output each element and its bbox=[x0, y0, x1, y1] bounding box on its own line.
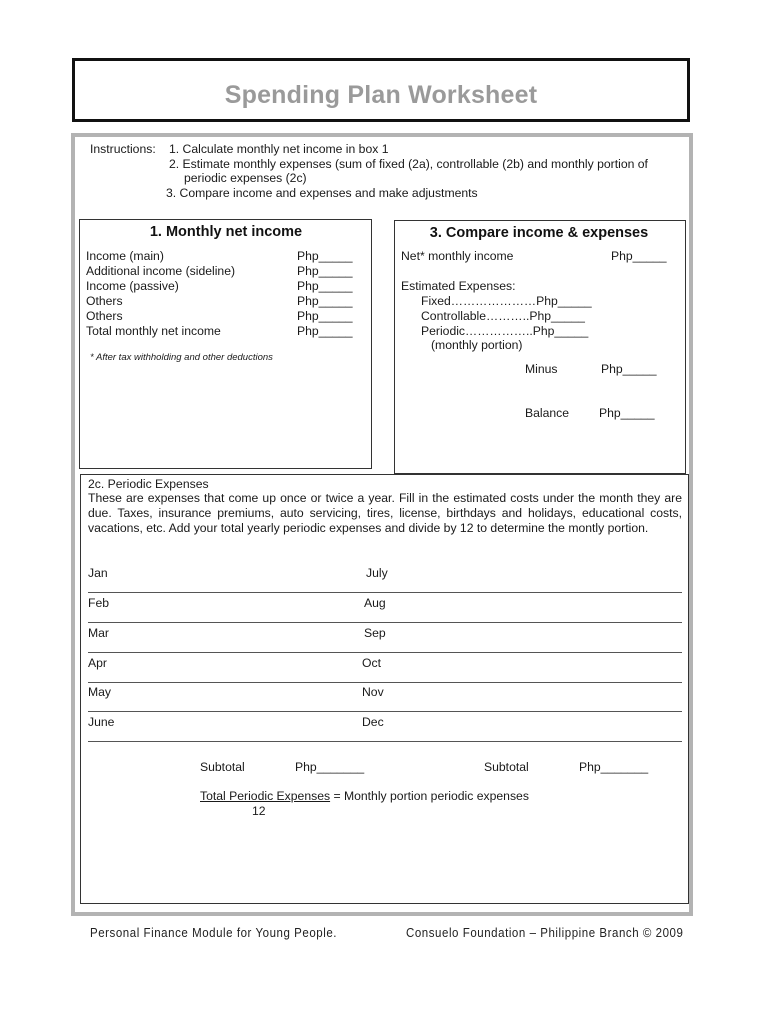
box1-heading: 1. Monthly net income bbox=[149, 224, 303, 240]
monthly-portion-label: (monthly portion) bbox=[431, 338, 523, 352]
income-row bbox=[86, 294, 366, 309]
title-box bbox=[72, 58, 690, 122]
instruction-step-2: 2. Estimate monthly expenses (sum of fixed (2a), controllable (2b) and monthly portion of bbox=[169, 157, 648, 171]
footer-module-title: Personal Finance Module for Young People. bbox=[90, 926, 338, 940]
box2c-heading: 2c. Periodic Expenses bbox=[88, 477, 209, 491]
month-label-may: May bbox=[88, 685, 112, 699]
month-entry-line[interactable] bbox=[88, 741, 682, 742]
month-entry-line[interactable] bbox=[88, 622, 682, 623]
after-tax-note: * After tax withholding and other deductions bbox=[90, 352, 273, 363]
month-label-mar: Mar bbox=[88, 626, 109, 640]
minus-label: Minus bbox=[525, 362, 558, 376]
month-entry-line[interactable] bbox=[88, 652, 682, 653]
month-label-feb: Feb bbox=[88, 596, 110, 610]
estimated-expenses-label: Estimated Expenses: bbox=[401, 279, 516, 293]
income-label: Additional income (sideline) bbox=[86, 264, 236, 278]
periodic-expense-field[interactable]: Periodic……………..Php_____ bbox=[421, 324, 589, 338]
month-entry-line[interactable] bbox=[88, 592, 682, 593]
month-entry-line[interactable] bbox=[88, 711, 682, 712]
income-label: Income (main) bbox=[86, 249, 164, 263]
income-list bbox=[86, 249, 366, 339]
instruction-step-1: 1. Calculate monthly net income in box 1 bbox=[169, 142, 389, 156]
month-label-june: June bbox=[88, 715, 115, 729]
income-value-field[interactable]: Php_____ bbox=[297, 309, 353, 323]
instructions-label: Instructions: bbox=[90, 142, 156, 156]
instruction-step-3: 3. Compare income and expenses and make adjustments bbox=[166, 186, 478, 200]
subtotal-right-label: Subtotal bbox=[484, 760, 529, 774]
controllable-expense-field[interactable]: Controllable………..Php_____ bbox=[421, 309, 585, 323]
periodic-expenses-description: These are expenses that come up once or twice a year. Fill in the estimated costs under the month they are due. Taxes, insurance premiums, auto servicing, tires, license, birthdays and holidays, educational costs, vacations, etc. Add your total yearly periodic expenses and divide by 12 to determine the montly portion. bbox=[88, 491, 682, 535]
month-label-dec: Dec bbox=[362, 715, 384, 729]
box3-heading: 3. Compare income & expenses bbox=[429, 225, 649, 241]
income-value-field[interactable]: Php_____ bbox=[297, 249, 353, 263]
periodic-expenses-box bbox=[80, 474, 689, 904]
month-label-sep: Sep bbox=[364, 626, 386, 640]
formula-numerator: Total Periodic Expenses bbox=[200, 789, 331, 803]
formula-result: = Monthly portion periodic expenses bbox=[330, 789, 529, 803]
month-label-aug: Aug bbox=[364, 596, 386, 610]
instruction-step-2-cont: periodic expenses (2c) bbox=[184, 171, 307, 185]
income-row bbox=[86, 309, 366, 324]
formula bbox=[200, 789, 529, 804]
income-value-field[interactable]: Php_____ bbox=[297, 324, 353, 338]
fixed-expense-field[interactable]: Fixed…………………Php_____ bbox=[421, 294, 592, 308]
footer-copyright: Consuelo Foundation – Philippine Branch © 2009 bbox=[406, 926, 684, 940]
income-value-field[interactable]: Php_____ bbox=[297, 279, 353, 293]
income-row bbox=[86, 279, 366, 294]
income-row bbox=[86, 249, 366, 264]
subtotal-left-label: Subtotal bbox=[200, 760, 245, 774]
page-title: Spending Plan Worksheet bbox=[224, 81, 538, 109]
income-label: Income (passive) bbox=[86, 279, 179, 293]
month-label-apr: Apr bbox=[88, 656, 107, 670]
month-entry-line[interactable] bbox=[88, 682, 682, 683]
month-label-jan: Jan bbox=[88, 566, 108, 580]
net-monthly-income-field[interactable]: Php_____ bbox=[611, 249, 667, 263]
balance-field[interactable]: Php_____ bbox=[599, 406, 655, 420]
minus-field[interactable]: Php_____ bbox=[601, 362, 657, 376]
income-row bbox=[86, 324, 366, 339]
month-label-oct: Oct bbox=[362, 656, 381, 670]
formula-denominator: 12 bbox=[252, 804, 266, 818]
net-monthly-income-label: Net* monthly income bbox=[401, 249, 514, 263]
income-row bbox=[86, 264, 366, 279]
income-label: Others bbox=[86, 294, 123, 308]
income-label: Others bbox=[86, 309, 123, 323]
income-value-field[interactable]: Php_____ bbox=[297, 264, 353, 278]
month-label-jul: July bbox=[366, 566, 388, 580]
subtotal-left-field[interactable]: Php_______ bbox=[295, 760, 365, 774]
subtotal-right-field[interactable]: Php_______ bbox=[579, 760, 649, 774]
month-label-nov: Nov bbox=[362, 685, 384, 699]
balance-label: Balance bbox=[525, 406, 570, 420]
income-value-field[interactable]: Php_____ bbox=[297, 294, 353, 308]
income-label: Total monthly net income bbox=[86, 324, 221, 338]
